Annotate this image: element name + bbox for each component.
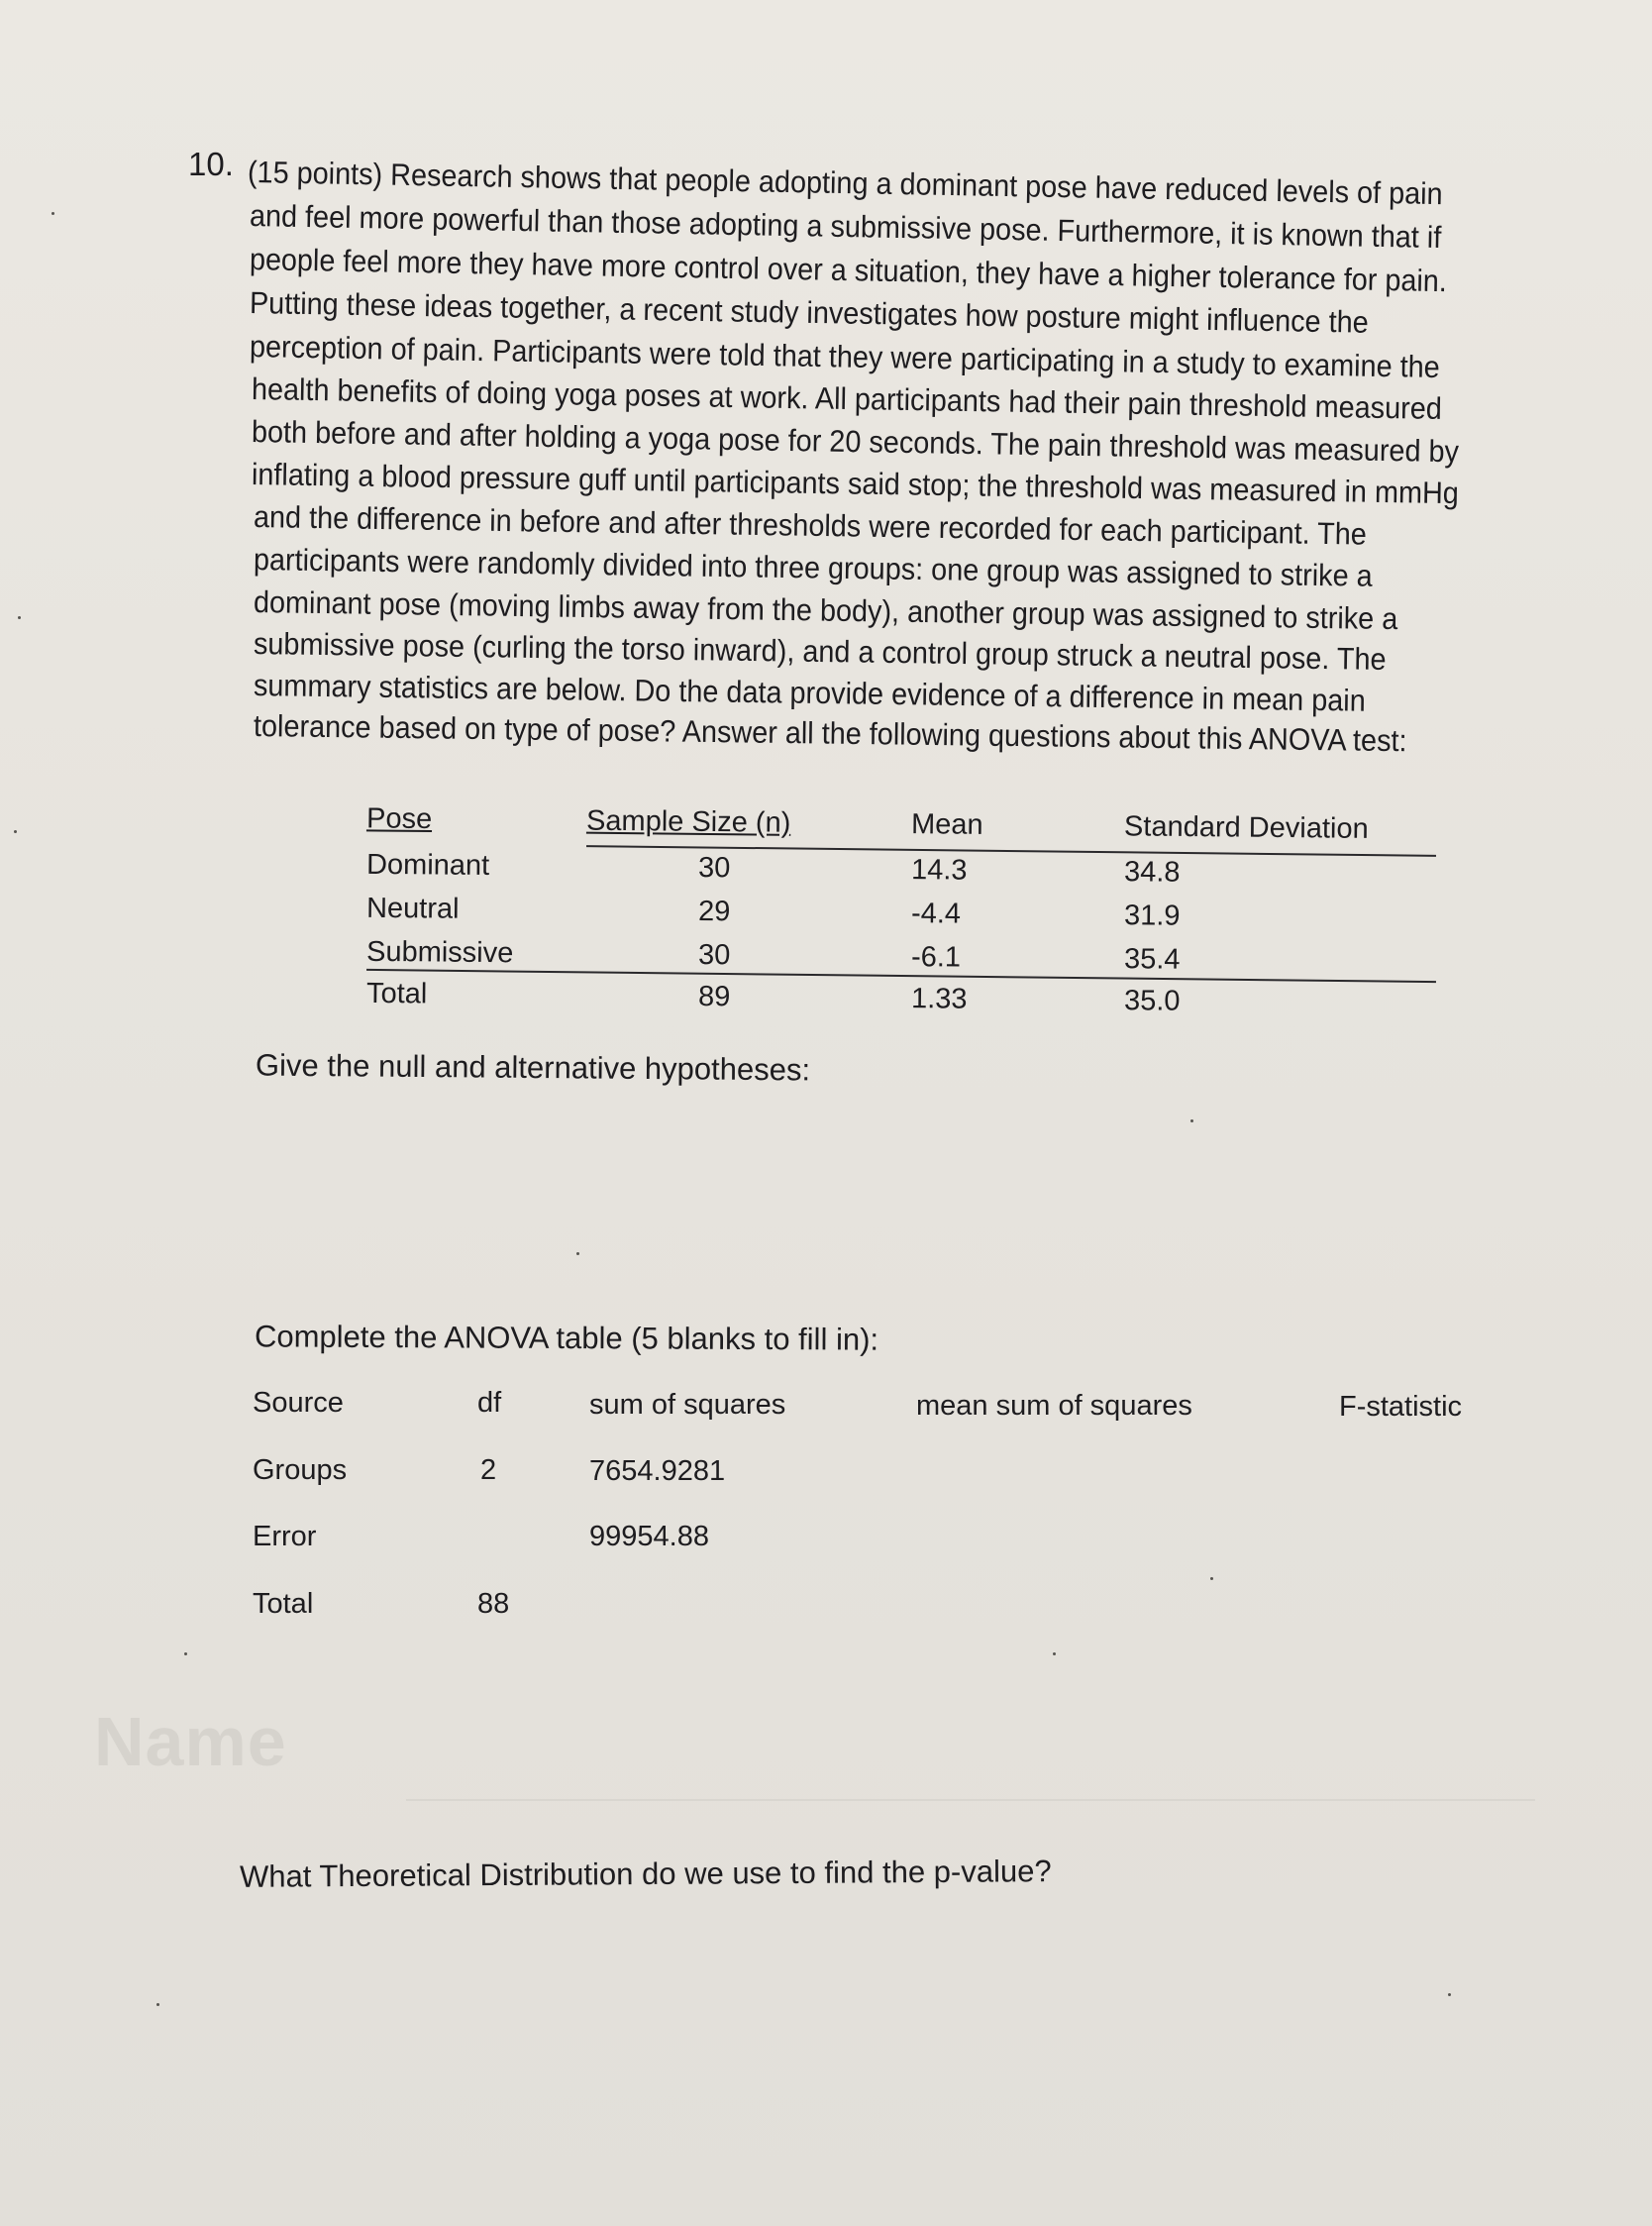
header-df: df: [477, 1387, 502, 1419]
source-cell: Error: [253, 1521, 317, 1552]
question-line: participants were randomly divided into three groups: one group was assigned to strike a: [253, 542, 1373, 593]
name-line[interactable]: [406, 1799, 1535, 1801]
sd-cell: 31.9: [1123, 900, 1181, 932]
paper-speck: [156, 2003, 159, 2006]
paper-speck: [576, 1252, 579, 1255]
anova-row-groups: [248, 1454, 1486, 1494]
source-cell: Groups: [253, 1454, 348, 1486]
pose-cell: Dominant: [365, 848, 490, 883]
hypotheses-prompt: Give the null and alternative hypotheses:: [255, 1047, 811, 1088]
paper-speck: [1448, 1993, 1451, 1996]
anova-row-total: [248, 1588, 1486, 1628]
mean-cell: 14.3: [910, 854, 968, 887]
question-line: dominant pose (moving limbs away from the body), another group was assigned to strike a: [253, 584, 1398, 637]
pose-cell: Total: [365, 977, 428, 1010]
paper-speck: [18, 616, 21, 619]
anova-prompt: Complete the ANOVA table (5 blanks to fill in):: [254, 1319, 879, 1357]
table-row: [366, 849, 1436, 899]
header-pose: Pose: [365, 802, 433, 836]
sum-of-squares-cell: 99954.88: [589, 1521, 709, 1552]
sd-cell: 35.4: [1123, 943, 1181, 976]
mean-cell: -6.1: [910, 941, 962, 974]
source-cell: Total: [253, 1588, 314, 1620]
header-sample-size: Sample Size (n): [585, 804, 791, 839]
df-cell: 2: [480, 1454, 497, 1486]
mean-cell: 1.33: [910, 983, 968, 1015]
sample-size-cell: 30: [697, 852, 731, 885]
question-line: inflating a blood pressure guff until participants said stop; the threshold was measured in mmHg: [251, 457, 1460, 511]
header-mean: Mean: [910, 808, 983, 841]
header-standard-deviation: Standard Deviation: [1123, 810, 1369, 845]
header-f-statistic: F-statistic: [1339, 1391, 1463, 1423]
sd-cell: 34.8: [1123, 856, 1181, 889]
paper-speck: [1053, 1652, 1056, 1655]
question-line: both before and after holding a yoga pose for 20 seconds. The pain threshold was measured by: [251, 414, 1460, 470]
sample-size-cell: 89: [697, 981, 731, 1013]
question-line: and the difference in before and after thresholds were recorded for each participant. The: [253, 499, 1368, 552]
header-source: Source: [253, 1387, 344, 1419]
question-line: health benefits of doing yoga poses at work. All participants had their pain threshold measured: [251, 371, 1443, 426]
anova-row-error: [248, 1521, 1486, 1560]
question-line: and feel more powerful than those adopting a submissive pose. Furthermore, it is known that if: [249, 198, 1442, 256]
question-line: tolerance based on type of pose? Answer all the following questions about this ANOVA test:: [253, 708, 1407, 759]
pose-cell: Neutral: [365, 892, 460, 925]
sd-cell: 35.0: [1123, 985, 1181, 1017]
mean-cell: -4.4: [910, 898, 962, 930]
table-row-total: [366, 978, 1436, 1027]
paper-speck: [1210, 1577, 1213, 1580]
sum-of-squares-cell: 7654.9281: [589, 1455, 726, 1487]
header-sum-of-squares: sum of squares: [589, 1389, 786, 1421]
table-row: [366, 893, 1436, 942]
question-line: people feel more they have more control over a situation, they have a higher tolerance for pain.: [249, 242, 1448, 299]
question-line: summary statistics are below. Do the data provide evidence of a difference in mean pain: [253, 668, 1367, 718]
paper-speck: [52, 212, 54, 215]
sample-size-cell: 30: [697, 939, 731, 972]
name-label: Name: [94, 1703, 287, 1780]
df-cell: 88: [477, 1588, 510, 1620]
question-line: Putting these ideas together, a recent study investigates how posture might influence the: [249, 285, 1370, 340]
table-header-row: [366, 802, 1436, 853]
header-mean-sum-of-squares: mean sum of squares: [916, 1390, 1192, 1422]
pose-cell: Submissive: [365, 935, 514, 970]
anova-table: [248, 1387, 1486, 1644]
paper-speck: [14, 830, 17, 833]
anova-header-row: [248, 1387, 1486, 1427]
question-line: submissive pose (curling the torso inward), and a control group struck a neutral pose. The: [253, 626, 1387, 677]
question-number: 10.: [188, 146, 234, 182]
paper-speck: [1190, 1119, 1193, 1122]
question-line: perception of pain. Participants were told that they were participating in a study to examine the: [249, 329, 1441, 384]
paper-speck: [184, 1652, 187, 1655]
sample-size-cell: 29: [697, 896, 731, 928]
question-line: (15 points) Research shows that people adopting a dominant pose have reduced levels of pain: [247, 155, 1443, 212]
distribution-prompt: What Theoretical Distribution do we use to find the p-value?: [239, 1854, 1052, 1894]
